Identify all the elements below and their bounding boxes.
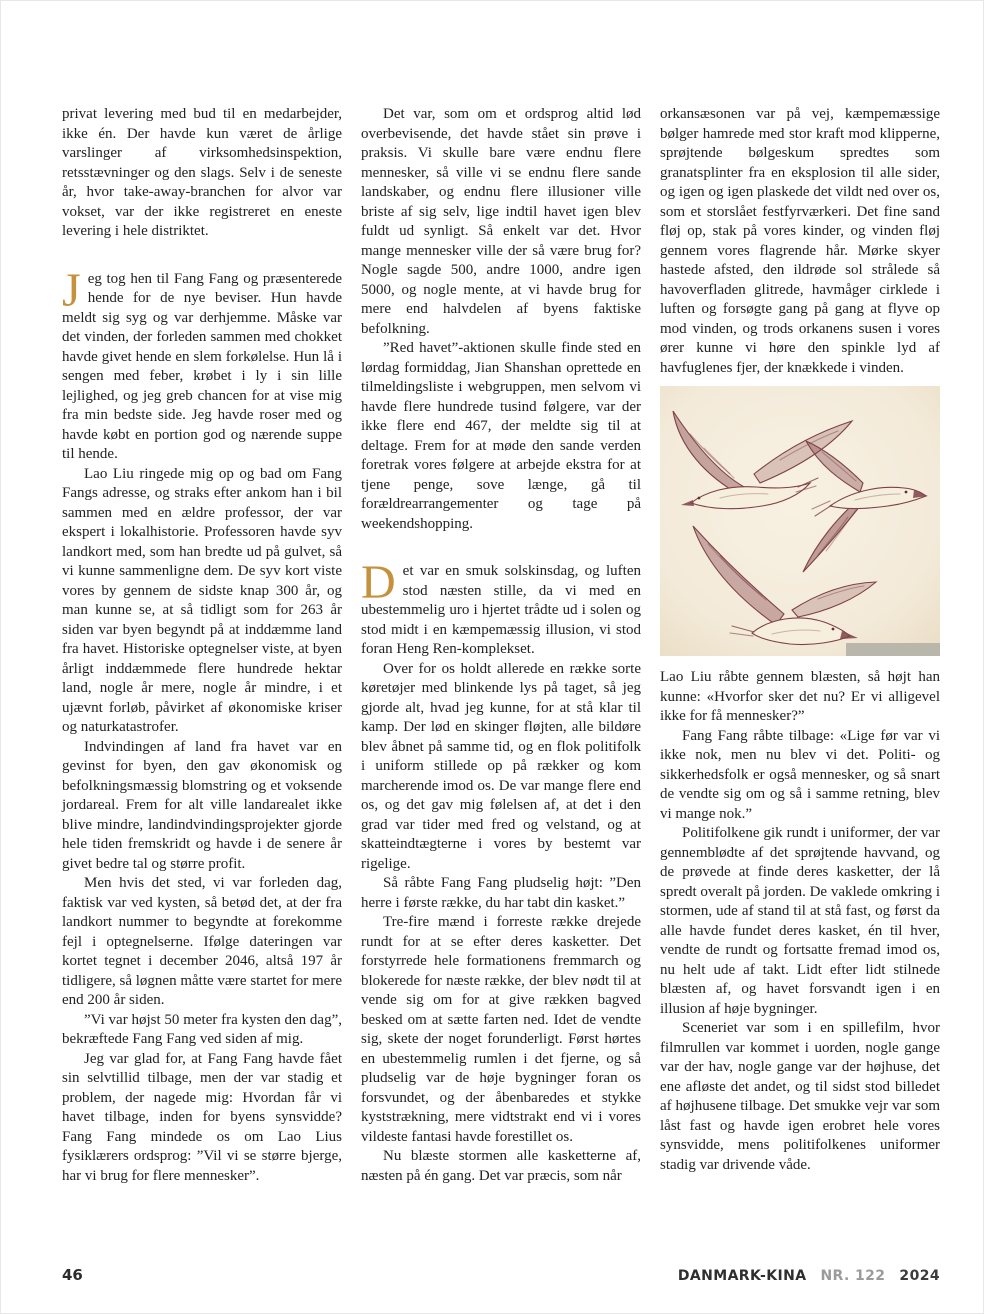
paragraph: Det var, som om et ordsprog altid lød overbevisende, det havde stået sin prøve i praksis. Vi skulle bare være endnu flere mennesker, så ville vi se endnu flere sande landskaber, og endnu flere illusioner ville briste af sig selv, lige indtil havet igen blev fuldt ud synligt. Så enkelt var det. Hvor mange mennesker ville der så være brug for? Nogle sagde 500, andre 1000, andre igen 5000, og nogle mente, at vi havde brug for mere end halvdelen af byens faktiske befolkning. [361,106,641,337]
paragraph-text: et var en smuk solskinsdag, og luften stod næsten stille, da vi med en ubestemmelig uro i hjertet trådte ud i solen og stod midt i en kæmpemæssig illusion, vi stod foran Heng Ren-komplekset. [361,563,641,657]
paragraph: Men hvis det sted, vi var forleden dag, faktisk var ved kysten, så betød det, at der fra landkort nummer to begyndte at forekomme fejl i optegnelserne. Ifølge dateringen var kortet tegnet i december 2046, altså 197 år tidligere, så løgnen måtte være startet for mere end 200 år siden. [62,875,342,1008]
paragraph: Lao Liu ringede mig op og bad om Fang Fangs adresse, og straks efter ankom han i bil sammen med en ældre professor, der var ekspert i lokalhistorie. Professoren havde syv landkort med, som han bredte ud på gulvet, så vi kunne sammenligne dem. De syv kort viste vores by gennem de sidste knap 300 år, og man kunne se, at så tidligt som for 263 år siden var byen begyndt på at inddæmme land fra havet. Historiske optegnelser viste, at byen årligt inddæmmede flere hundrede hektar land, nogle år mere, nogle år mindre, i et ujævnt forløb, påvirket af økonomiske kriser og naturkatastrofer. [62,465,342,735]
paragraph: Indvindingen af land fra havet var en gevinst for byen, den gav økonomisk og befolkningsmæssig blomstring og et voksende jordareal. Frem for alt ville landarealet ikke blive mindre, landindvindingsprojekter gjorde hele tiden fremskridt og havde i de senere år givet bedre tal og større profit. [62,738,342,872]
seagulls-illustration [660,386,940,656]
text-column-3 [660,105,940,1175]
page-footer [62,1266,940,1284]
watermark-bar [846,643,940,656]
paragraph: Jeg var glad for, at Fang Fang havde fået sin selvtillid tilbage, men der var stadig et problem, der nagede mig: Hvordan får vi havet tilbage, inden for byens synsvidde? Fang Fang mindede os om Lao Lius fysiklærers ordsprog: ”Vil vi se større bjerge, har vi brug for flere mennesker”. [62,1050,342,1184]
paragraph: Lao Liu råbte gennem blæsten, så højt han kunne: «Hvorfor sker det nu? Er vi alligevel ikke for få mennesker?” [660,669,940,724]
paragraph-text: eg tog hen til Fang Fang og præsenterede hende for de nye beviser. Hun havde meldt sig syg og var derhjemme. Måske var det vinden, der forleden sammen med chokket havde givet hende en slem forkølelse. Hun lå i sengen med feber, krøbet i ly i sin lille lejlighed, og jeg greb chancen for at vise mig fra min bedste side. Jeg havde roser med og havde købt en portion god og nærende suppe til hende. [62,270,342,462]
text-column-2 [361,105,641,1186]
page-number: 46 [62,1266,83,1284]
text-column-1 [62,105,342,1186]
drop-cap-letter: J [62,263,81,317]
paragraph: Fang Fang råbte tilbage: «Lige før var vi ikke nok, men nu blev vi det. Politi- og sikkerhedsfolk er også mennesker, og så snart de vendte sig om og så i samme retning, blev vi mange nok.” [660,727,940,822]
seagulls-sketch-svg [660,386,940,656]
paragraph: Over for os holdt allerede en række sorte køretøjer med blinkende lys på taget, så jeg gjorde alt, hvad jeg kunne, for at stå klar til kamp. Der lød en skinger fløjten, alle bildøre blev åbnet på samme tid, og en flok politifolk i uniform stillede op på rækker og kom marcherende imod os. De var mange flere end os, og det gav mig følelsen af, at det i den grad var tider med fred og velstand, og at skatteindtægterne i vores by bestemt var rigelige. [361,660,641,872]
paragraph: Så råbte Fang Fang pludselig højt: ”Den herre i første række, du har tabt din kasket.” [361,875,641,911]
issue-year: 2024 [899,1268,940,1284]
paragraph: Politifolkene gik rundt i uniformer, der var gennemblødte af det sprøjtende havvand, og de prøvede at finde deres kasketter, der lå spredt overalt på jorden. De vaklede omkring i stormen, ude af stand til at stå fast, og først da alle havde fundet deres kasket, én til hver, vendte de rundt og fortsatte fremad imod os, nu helt ude af takt. Lidt efter lidt stilnede blæsten af, og havet forsvandt igen i en illusion af høje bygninger. [660,825,940,1017]
magazine-title: DANMARK-KINA [677,1268,807,1284]
drop-cap-letter: D [361,556,396,609]
paragraph: ”Red havet”-aktionen skulle finde sted en lørdag formiddag, Jian Shanshan oprettede en tilmeldingsliste i webgruppen, men selvom vi havde flere hundrede tusind følgere, var der ikke flere end 467, der meldte sig til at deltage. Frem for at møde den sande verden foretrak vores følgere at arbejde ekstra for at tjene penge, sove længe, gå til forældrearrangementer og tage på weekendshopping. [361,340,641,532]
footer-publication-info [678,1268,940,1284]
paragraph: Sceneriet var som i en spillefilm, hvor filmrullen var kommet i uorden, nogle gange var der hav, nogle gange var der højhuse, det ene afløste det andet, og til sidst stod billedet af højhusene tilbage. Det smukke vejr var som låst fast og havde igen erobret hele vores synsvidde, mens politifolkenes uniformer stadig var drivende våde. [660,1020,940,1173]
paragraph: ”Vi var højst 50 meter fra kysten den dag”, bekræftede Fang Fang ved siden af mig. [62,1011,342,1047]
paragraph: Nu blæste stormen alle kasketterne af, næsten på én gang. Det var præcis, som når [361,1148,641,1184]
paragraph: orkansæsonen var på vej, kæmpemæssige bølger hamrede med stor kraft mod klipperne, sprøjtende bølgeskum spredtes som granatsplinter fra en eksplosion til alle sider, og igen og igen plaskede det vildt ned over os, som et storslået festfyrværkeri. Det fine sand fløj op, stak på vores kinder, og vinden fløj gennem vores flagrende hår. Mørke skyer hastede afsted, den ildrøde sol strålede så havoverfladen glitrede, havmåger cirklede i luften og forsøgte gang på gang at flyve op mod vinden, og trods orkanens susen i vores ører kunne vi høre den spinkle lyd af havfuglenes fjer, der knækkede i vinden. [660,106,940,376]
paragraph-dropcap [361,556,641,660]
issue-number: NR. 122 [820,1268,886,1284]
paragraph: Tre-fire mænd i forreste række drejede rundt for at se efter deres kasketter. Det forstyrrede hele formationens fremmarch og blokerede for næste række, der blev nødt til at vende sig om for at give rækken bagved besked om at sætte farten ned. Idet de vendte sig, skete der noget forunderligt. Først hørtes en ubestemmelig rumlen i det fjerne, og så pludselig var de høje bygninger foran os forsvundet, og der åbenbaredes et stykke kyststrækning, mere vidtstrakt end vi i vores vildeste fantasi havde forestillet os. [361,914,641,1145]
paragraph: privat levering med bud til en medarbejder, ikke én. Der havde kun været de årlige varslinger af virksomhedsinspektion, retsstævninger og den slags. Selv i de seneste år, hvor take-away-branchen for alvor var vokset, var der ikke registreret en eneste levering i hele distriktet. [62,106,342,239]
paragraph-dropcap [62,263,342,465]
